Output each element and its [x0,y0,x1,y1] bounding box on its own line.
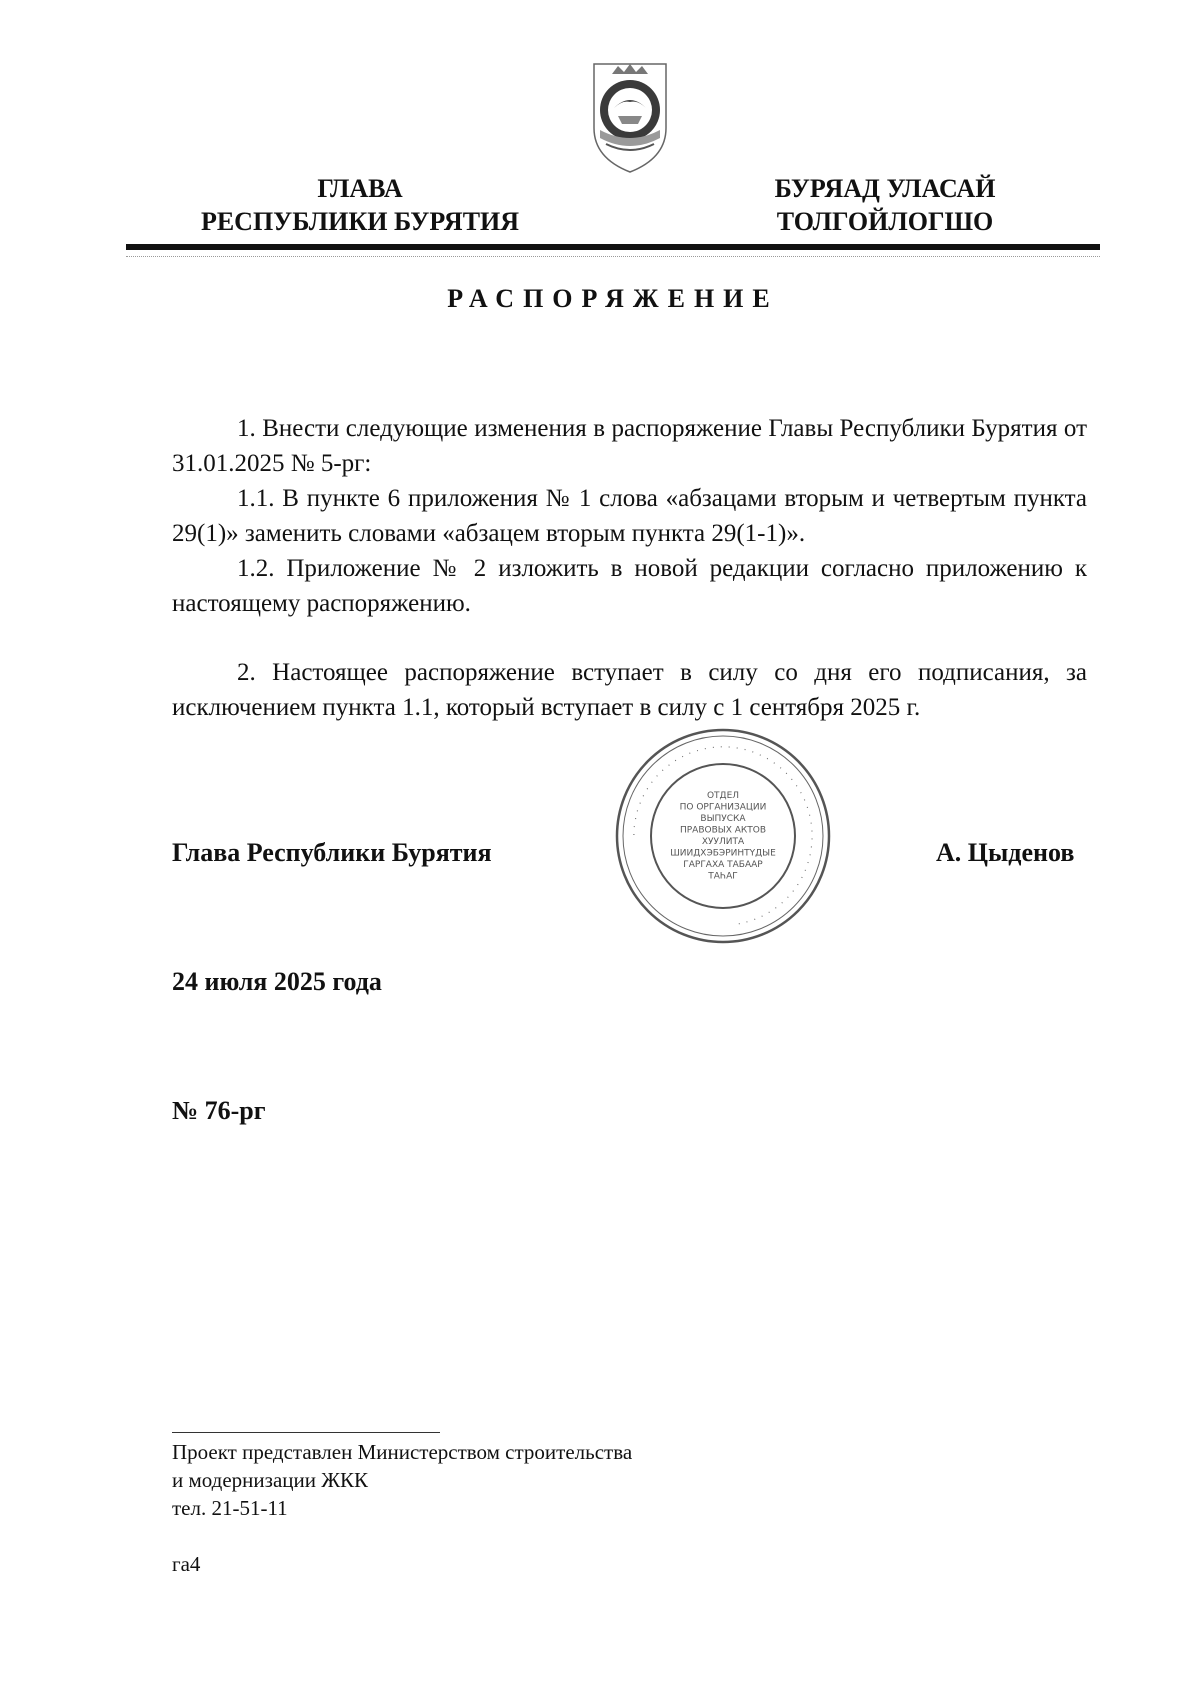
seal-text-line: ПРАВОВЫХ АКТОВ [679,825,767,836]
official-seal-icon [612,725,834,947]
footnote-line2: и модернизации ЖКК [172,1468,369,1492]
document-date: 24 июля 2025 года [172,967,382,996]
header-divider-thin [126,256,1100,257]
document-number: № 76-рг [172,1096,266,1125]
paragraph-1: 1. Внести следующие изменения в распоряжение Главы Республики Бурятия от 31.01.2025 № 5-рг: [172,415,1087,477]
footnote-line3: тел. 21-51-11 [172,1496,288,1520]
svg-text:· · · · · · · · · · · · · · ·: · · · · · · · · · · · · · · · · · · · · · · · · · · · · · · · · · · · · · · · · · · · · · · · · · · · [629,742,817,928]
header-left [170,172,550,238]
seal-text-line: ОТДЕЛ [706,791,740,801]
seal-text-line: ВЫПУСКА [700,814,746,824]
paragraph-1-1: 1.1. В пункте 6 приложения № 1 слова «абзацами вторым и четвертым пункта 29(1)» заменить словами «абзацем вторым пункта 29(1-1)». [172,485,1087,547]
document-body [172,411,1087,725]
document-title: РАСПОРЯЖЕНИЕ [447,284,779,313]
seal-text-line: ГАРГАХА ТАБААР [683,860,763,870]
header-right-line2: ТОЛГОЙЛОГШО [776,207,994,236]
document-code: га4 [172,1552,201,1576]
footnote [172,1438,632,1522]
paragraph-2: 2. Настоящее распоряжение вступает в силу со дня его подписания, за исключением пункта 1.1, который вступает в силу с 1 сентября 2025 г. [172,659,1087,721]
footnote-line1: Проект представлен Министерством строительства [172,1440,633,1464]
header-left-line1: ГЛАВА [317,174,403,203]
seal-text-line: ТАҺАГ [708,871,738,882]
seal-text-line: ХУУЛИТА [701,837,745,847]
header-right [730,172,1040,238]
paragraph-1-2: 1.2. Приложение № 2 изложить в новой редакции согласно приложению к настоящему распоряжению. [172,555,1087,617]
header-right-line1: БУРЯАД УЛАСАЙ [774,174,996,203]
header-left-line2: РЕСПУБЛИКИ БУРЯТИЯ [200,207,520,236]
seal-text-line: ПО ОРГАНИЗАЦИИ [679,802,767,813]
footnote-divider [172,1432,440,1433]
signatory-name: А. Цыденов [936,838,1075,867]
seal-text-line: ШИИДХЭБЭРИНТҮДЫЕ [670,848,776,859]
header-divider-thick [126,244,1100,250]
signatory-position: Глава Республики Бурятия [172,838,492,867]
buryatia-coat-of-arms-icon [588,58,672,178]
